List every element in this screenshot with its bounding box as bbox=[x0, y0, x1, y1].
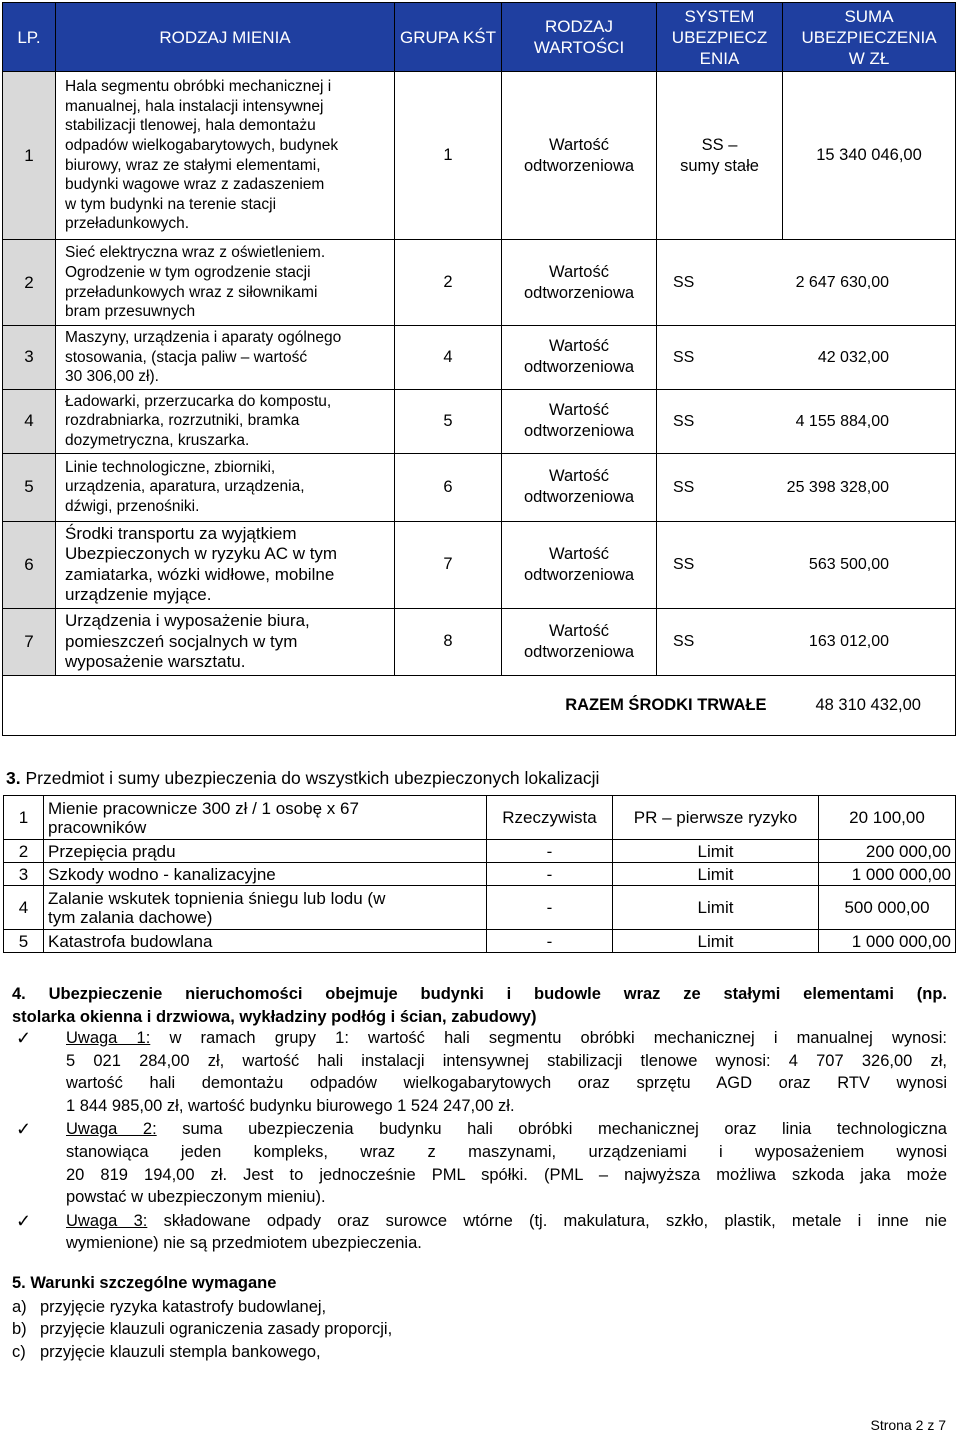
row-description: Maszyny, urządzenia i aparaty ogólnego stosowania, (stacja paliw – wartość 30 306,00 zł). bbox=[56, 326, 395, 390]
row-wartosc: Wartość odtworzeniowa bbox=[502, 453, 657, 521]
row-wartosc: - bbox=[487, 886, 613, 930]
row-wartosc: Wartość odtworzeniowa bbox=[502, 240, 657, 326]
table-row bbox=[3, 240, 956, 326]
row-grupa: 1 bbox=[395, 72, 502, 240]
check-icon: ✓ bbox=[16, 1119, 32, 1140]
row-system-suma bbox=[657, 521, 956, 608]
row-number: 3 bbox=[4, 863, 44, 886]
row-suma: 42 032,00 bbox=[817, 348, 889, 366]
row-wartosc: Wartość odtworzeniowa bbox=[502, 326, 657, 390]
row-system: SS bbox=[673, 412, 695, 430]
row-suma: 4 155 884,00 bbox=[795, 412, 889, 430]
total-row bbox=[3, 675, 956, 735]
row-system: Limit bbox=[613, 930, 819, 953]
row-number: 2 bbox=[4, 840, 44, 863]
row-item: Przepięcia prądu bbox=[44, 840, 487, 863]
row-wartosc: Wartość odtworzeniowa bbox=[502, 72, 657, 240]
check-icon: ✓ bbox=[16, 1210, 32, 1231]
header-grupa-kst: GRUPA KŚT bbox=[395, 3, 502, 72]
row-suma: 2 647 630,00 bbox=[795, 274, 889, 291]
row-description: Linie technologiczne, zbiorniki, urządzenia, aparatura, urządzenia, dźwigi, przenośniki. bbox=[56, 453, 395, 521]
table-row bbox=[3, 389, 956, 453]
row-system: SS bbox=[673, 556, 695, 574]
table-row bbox=[4, 796, 956, 840]
section3-table bbox=[3, 795, 956, 953]
row-number: 5 bbox=[3, 453, 56, 521]
row-suma: 20 100,00 bbox=[819, 796, 956, 840]
row-item: Szkody wodno - kanalizacyjne bbox=[44, 863, 487, 886]
row-system-suma bbox=[657, 389, 956, 453]
row-description: Sieć elektryczna wraz z oświetleniem. Ogrodzenie w tym ogrodzenie stacji przeładunkowych wraz z siłownikami bram przesuwnych bbox=[56, 240, 395, 326]
row-description: Ładowarki, przerzucarka do kompostu, rozdrabniarka, rozrzutniki, bramka dozymetryczna, kruszarka. bbox=[56, 389, 395, 453]
list-item: b) przyjęcie klauzuli ograniczenia zasady proporcji, bbox=[12, 1320, 393, 1339]
total-value: 48 310 432,00 bbox=[815, 695, 921, 714]
row-item: Mienie pracownicze 300 zł / 1 osobę x 67 pracowników bbox=[44, 796, 487, 840]
row-description: Urządzenia i wyposażenie biura, pomieszczeń socjalnych w tym wyposażenie warsztatu. bbox=[56, 608, 395, 675]
row-suma: 163 012,00 bbox=[808, 633, 889, 651]
row-number: 4 bbox=[4, 886, 44, 930]
row-system: SS bbox=[673, 633, 695, 651]
list-item: a) przyjęcie ryzyka katastrofy budowlanej, bbox=[12, 1297, 327, 1316]
total-cell bbox=[3, 675, 956, 735]
row-grupa: 2 bbox=[395, 240, 502, 326]
header-rodzaj-mienia: RODZAJ MIENIA bbox=[56, 3, 395, 72]
total-label: RAZEM ŚRODKI TRWAŁE bbox=[565, 695, 767, 714]
note-item: ✓ Uwaga 3: składowane odpady oraz surowce wtórne (tj. makulatura, szkło, plastik, metale i inne nie wymienione) nie są przedmiotem ubezpieczenia. bbox=[16, 1210, 947, 1253]
row-suma: 500 000,00 bbox=[819, 886, 956, 930]
table-row bbox=[3, 326, 956, 390]
check-icon: ✓ bbox=[16, 1028, 32, 1048]
table-row bbox=[4, 863, 956, 886]
page-number: Strona 2 z 7 bbox=[870, 1417, 946, 1433]
table-row bbox=[3, 453, 956, 521]
row-system: SS bbox=[673, 274, 695, 291]
row-suma: 1 000 000,00 bbox=[819, 863, 956, 886]
section5-heading: 5. Warunki szczególne wymagane bbox=[12, 1274, 277, 1292]
row-system: SS – sumy stałe bbox=[657, 72, 783, 240]
row-grupa: 8 bbox=[395, 608, 502, 675]
row-item: Katastrofa budowlana bbox=[44, 930, 487, 953]
row-description: Hala segmentu obróbki mechanicznej i manualnej, hala instalacji intensywnej stabilizacji tlenowej, hala demontażu odpadów wielkogabarytowych, budynek biurowy, wraz ze stałymi elementami, budynki wagowe wraz z zadaszeniem w tym budynki na terenie stacji przeładunkowych. bbox=[56, 72, 395, 240]
row-system: Limit bbox=[613, 886, 819, 930]
row-grupa: 7 bbox=[395, 521, 502, 608]
section4-notes bbox=[12, 1027, 947, 1255]
property-table bbox=[2, 2, 956, 736]
row-number: 6 bbox=[3, 521, 56, 608]
row-number: 1 bbox=[4, 796, 44, 840]
row-system: PR – pierwsze ryzyko bbox=[613, 796, 819, 840]
row-wartosc: - bbox=[487, 840, 613, 863]
row-number: 7 bbox=[3, 608, 56, 675]
header-system: SYSTEM UBEZPIECZ ENIA bbox=[657, 3, 783, 72]
row-number: 1 bbox=[3, 72, 56, 240]
table-row bbox=[4, 886, 956, 930]
row-description: Środki transportu za wyjątkiem Ubezpieczonych w ryzyku AC w tym zamiatarka, wózki widłowe, mobilne urządzenie myjące. bbox=[56, 521, 395, 608]
header-lp: LP. bbox=[3, 3, 56, 72]
row-system: SS bbox=[673, 348, 695, 366]
row-system-suma bbox=[657, 326, 956, 390]
row-number: 2 bbox=[3, 240, 56, 326]
row-item: Zalanie wskutek topnienia śniegu lub lodu (w tym zalania dachowe) bbox=[44, 886, 487, 930]
row-suma: 25 398 328,00 bbox=[786, 478, 889, 496]
row-wartosc: - bbox=[487, 863, 613, 886]
row-wartosc: Wartość odtworzeniowa bbox=[502, 389, 657, 453]
row-suma: 15 340 046,00 bbox=[783, 72, 956, 240]
row-system: Limit bbox=[613, 863, 819, 886]
note-label: Uwaga 1: bbox=[66, 1029, 151, 1047]
list-item: c) przyjęcie klauzuli stempla bankowego, bbox=[12, 1342, 321, 1361]
note-item: ✓ Uwaga 2: suma ubezpieczenia budynku hali obróbki mechanicznej oraz linia technologiczna stanowiąca jeden kompleks, wraz z maszynami, urządzeniami i wyposażeniem wynosi 20 819 194,00 zł. Jest to jednocześnie PML spółki. (PML – najwyższa możliwa szkoda jaka może powstać w ubezpieczonym mieniu). bbox=[16, 1119, 947, 1207]
row-grupa: 6 bbox=[395, 453, 502, 521]
row-wartosc: Wartość odtworzeniowa bbox=[502, 608, 657, 675]
note-item: ✓ Uwaga 1: w ramach grupy 1: wartość hali segmentu obróbki mechanicznej i manualnej wynosi: 5 021 284,00 zł, wartość hali instalacji intensywnej stabilizacji tlenowe wynosi: 4 707 326,00 zł, wartość hali demontażu odpadów wielkogabarytowych oraz sprzętu AGD oraz RTV wynosi 1 844 985,00 zł, wartość budynku biurowego 1 524 247,00 zł. bbox=[16, 1028, 947, 1115]
row-system-suma bbox=[657, 240, 956, 326]
section4-heading: 4. Ubezpieczenie nieruchomości obejmuje budynki i budowle wraz ze stałymi elementami (np. stolarka okienna i drzwiowa, wykładziny podłóg i ścian, zabudowy) bbox=[12, 985, 947, 1026]
row-grupa: 4 bbox=[395, 326, 502, 390]
row-wartosc: Wartość odtworzeniowa bbox=[502, 521, 657, 608]
row-wartosc: - bbox=[487, 930, 613, 953]
row-suma: 1 000 000,00 bbox=[819, 930, 956, 953]
table-row bbox=[3, 608, 956, 675]
row-grupa: 5 bbox=[395, 389, 502, 453]
row-wartosc: Rzeczywista bbox=[487, 796, 613, 840]
table-row bbox=[3, 521, 956, 608]
row-system-suma bbox=[657, 453, 956, 521]
section3-heading: 3. Przedmiot i sumy ubezpieczenia do wszystkich ubezpieczonych lokalizacji bbox=[6, 768, 600, 788]
section5 bbox=[12, 1272, 912, 1363]
note-label: Uwaga 3: bbox=[66, 1211, 148, 1230]
note-label: Uwaga 2: bbox=[66, 1120, 157, 1139]
row-number: 5 bbox=[4, 930, 44, 953]
header-suma: SUMA UBEZPIECZENIA W ZŁ bbox=[783, 3, 956, 72]
header-rodzaj-wartosci: RODZAJ WARTOŚCI bbox=[502, 3, 657, 72]
row-number: 4 bbox=[3, 389, 56, 453]
table-row bbox=[4, 930, 956, 953]
row-suma: 200 000,00 bbox=[819, 840, 956, 863]
row-system-suma bbox=[657, 608, 956, 675]
table-row bbox=[3, 72, 956, 240]
table-header-row bbox=[3, 3, 956, 72]
row-suma: 563 500,00 bbox=[808, 556, 889, 574]
row-system: Limit bbox=[613, 840, 819, 863]
table-row bbox=[4, 840, 956, 863]
row-number: 3 bbox=[3, 326, 56, 390]
row-system: SS bbox=[673, 478, 695, 496]
